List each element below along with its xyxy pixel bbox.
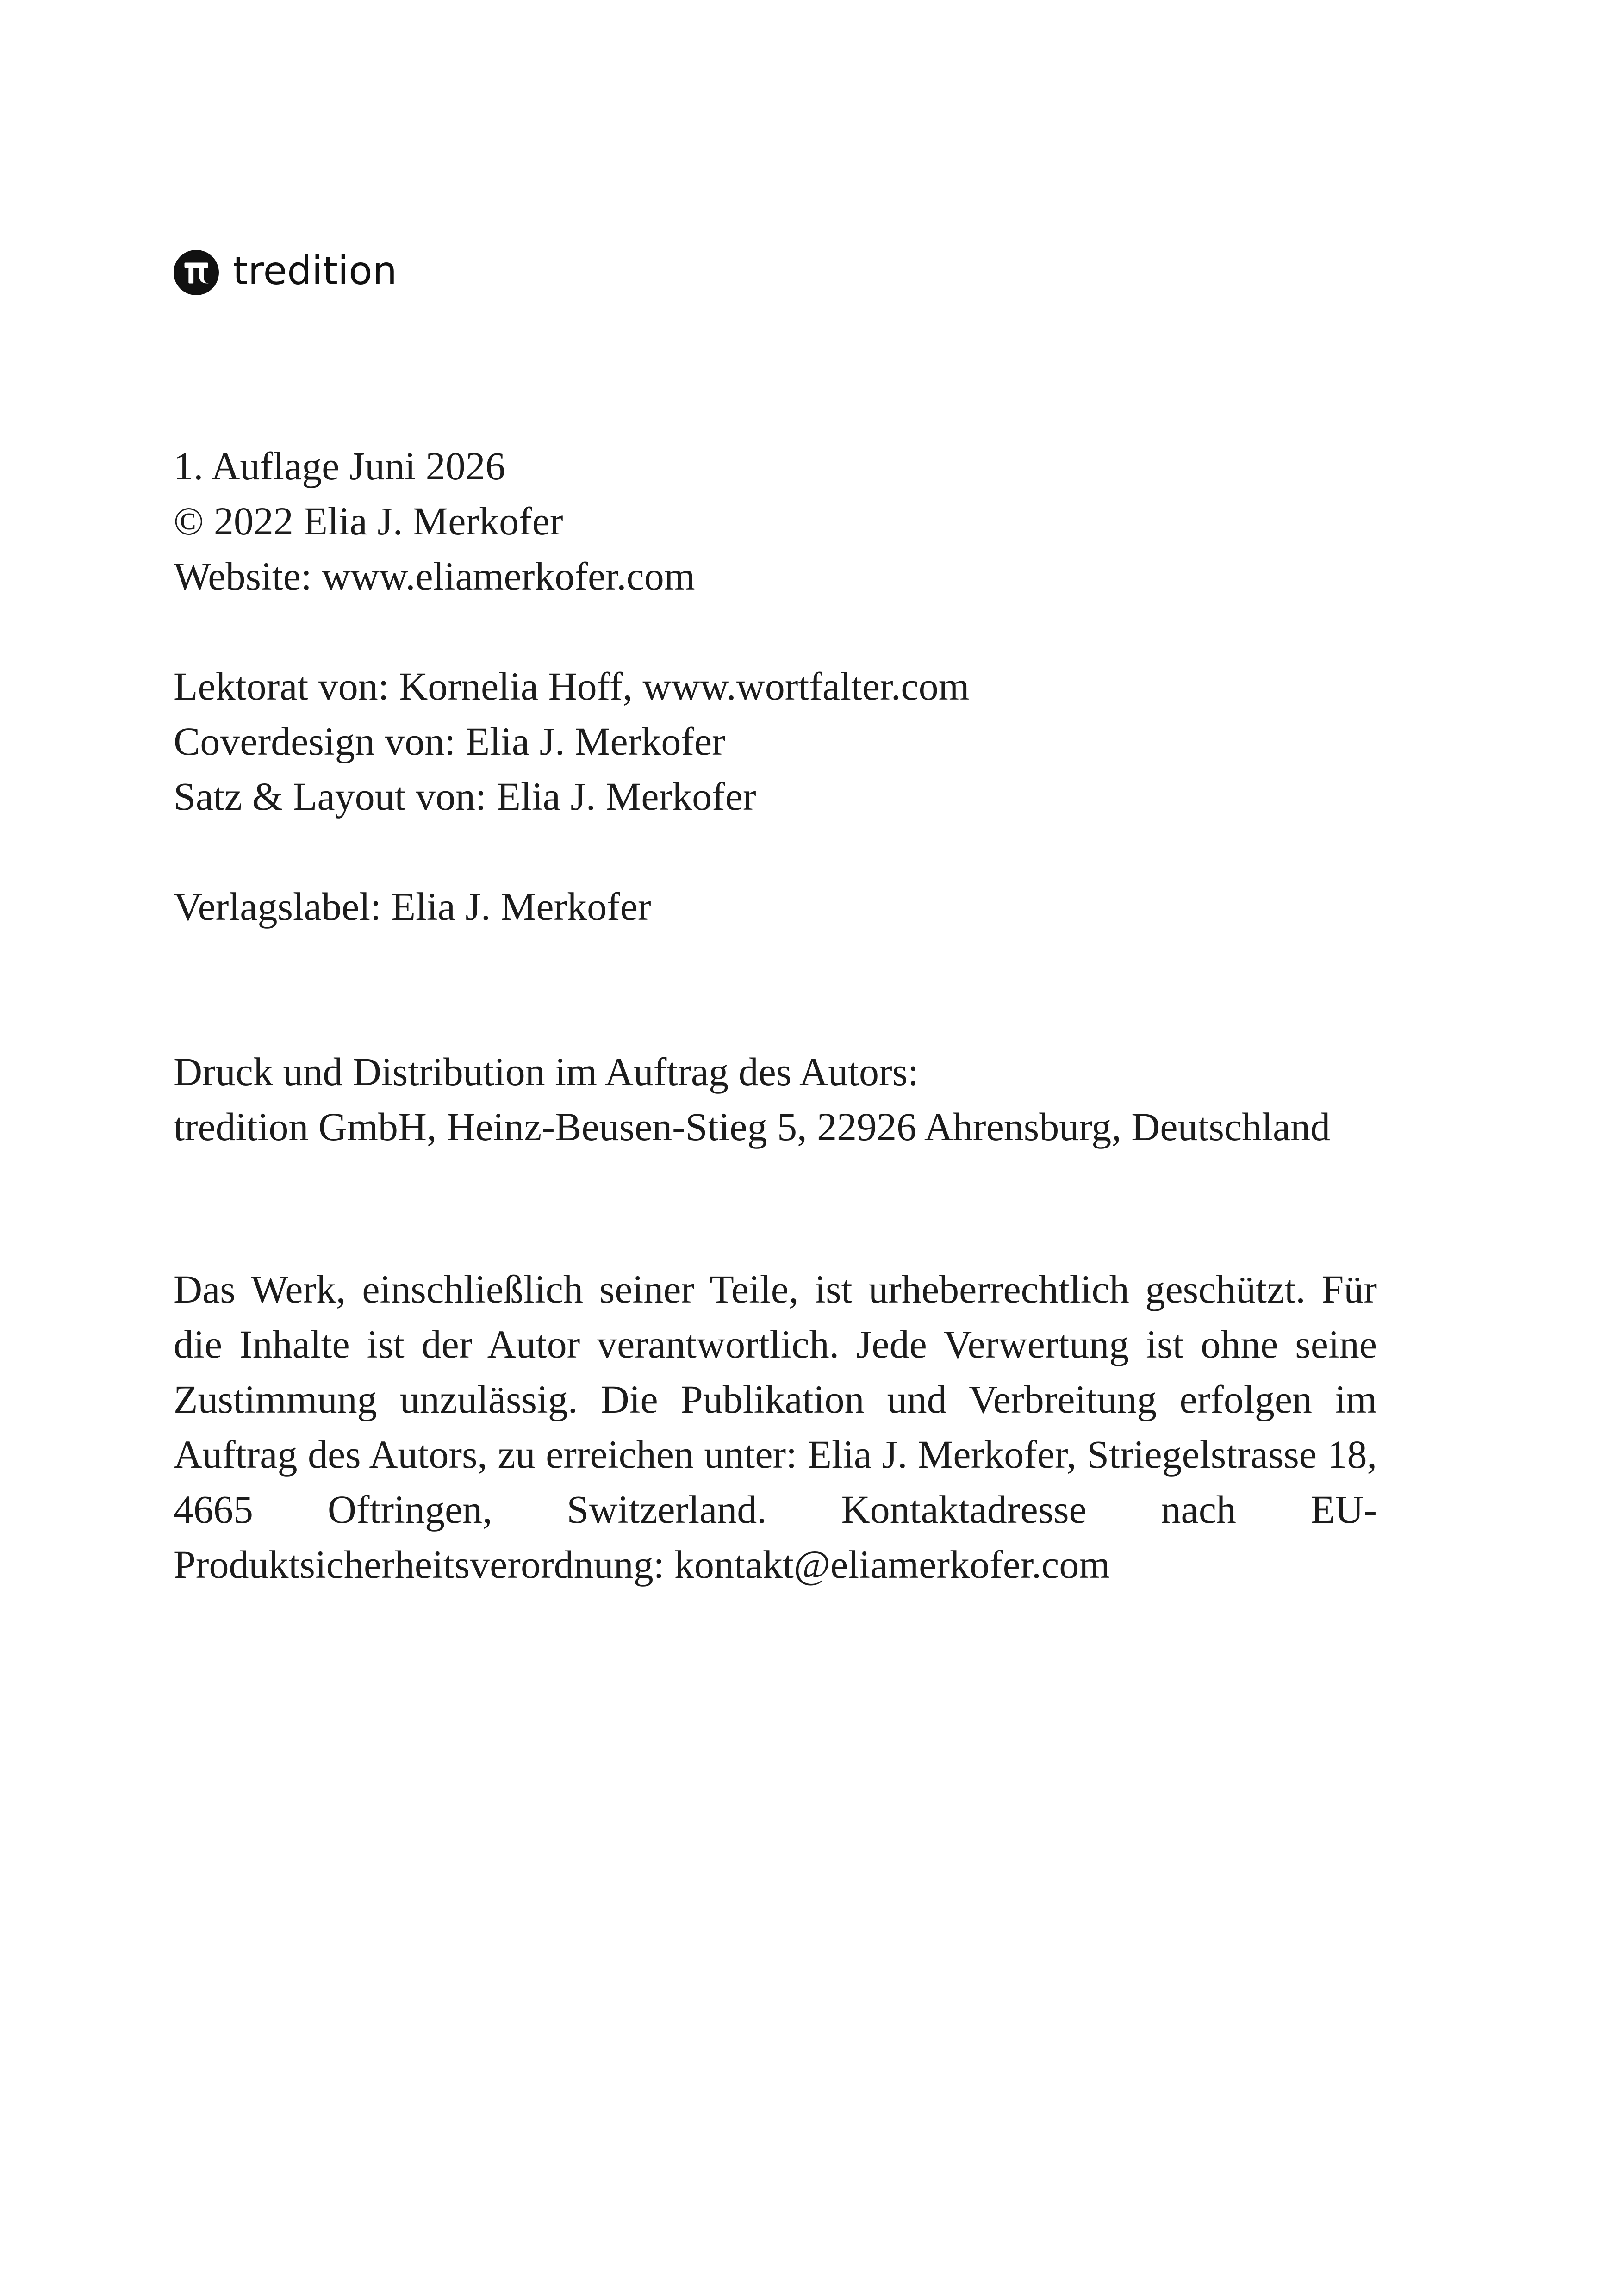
legal-notice: Das Werk, einschließlich seiner Teile, ist urheberrechtlich geschützt. Für die Inhalte ist der Autor verantwortlich. Jede Verwertung ist ohne seine Zustimmung unzulässig. Die Publikation und Verbreitung erfolgen im Auftrag des Autors, zu erreichen unter: Elia J. Merkofer, Striegelstrasse 18, 4665 Oftringen, Switzerland. Kontaktadresse nach EU-Produktsicherheitsverordnung: kontakt@eliamerkofer.com: [174, 1267, 1377, 1587]
copyright-line: © 2022 Elia J. Merkofer: [174, 499, 563, 543]
label-block: [174, 879, 651, 934]
edition-line: 1. Auflage Juni 2026: [174, 444, 505, 488]
publisher-logo: [174, 250, 397, 295]
distribution-address: tredition GmbH, Heinz-Beusen-Stieg 5, 22926 Ahrensburg, Deutschland: [174, 1105, 1331, 1149]
cover-credit: Coverdesign von: Elia J. Merkofer: [174, 719, 725, 763]
layout-credit: Satz & Layout von: Elia J. Merkofer: [174, 774, 756, 819]
editing-credit: Lektorat von: Kornelia Hoff, www.wortfalter.com: [174, 664, 970, 708]
distribution-block: [174, 1044, 1330, 1154]
credits-block: [174, 659, 970, 824]
publisher-name: tredition: [233, 248, 397, 293]
website-line: Website: www.eliamerkofer.com: [174, 554, 695, 598]
edition-block: [174, 439, 695, 604]
publisher-label-line: Verlagslabel: Elia J. Merkofer: [174, 884, 651, 929]
tredition-logo-icon: [174, 250, 219, 295]
distribution-heading: Druck und Distribution im Auftrag des Autors:: [174, 1049, 919, 1094]
